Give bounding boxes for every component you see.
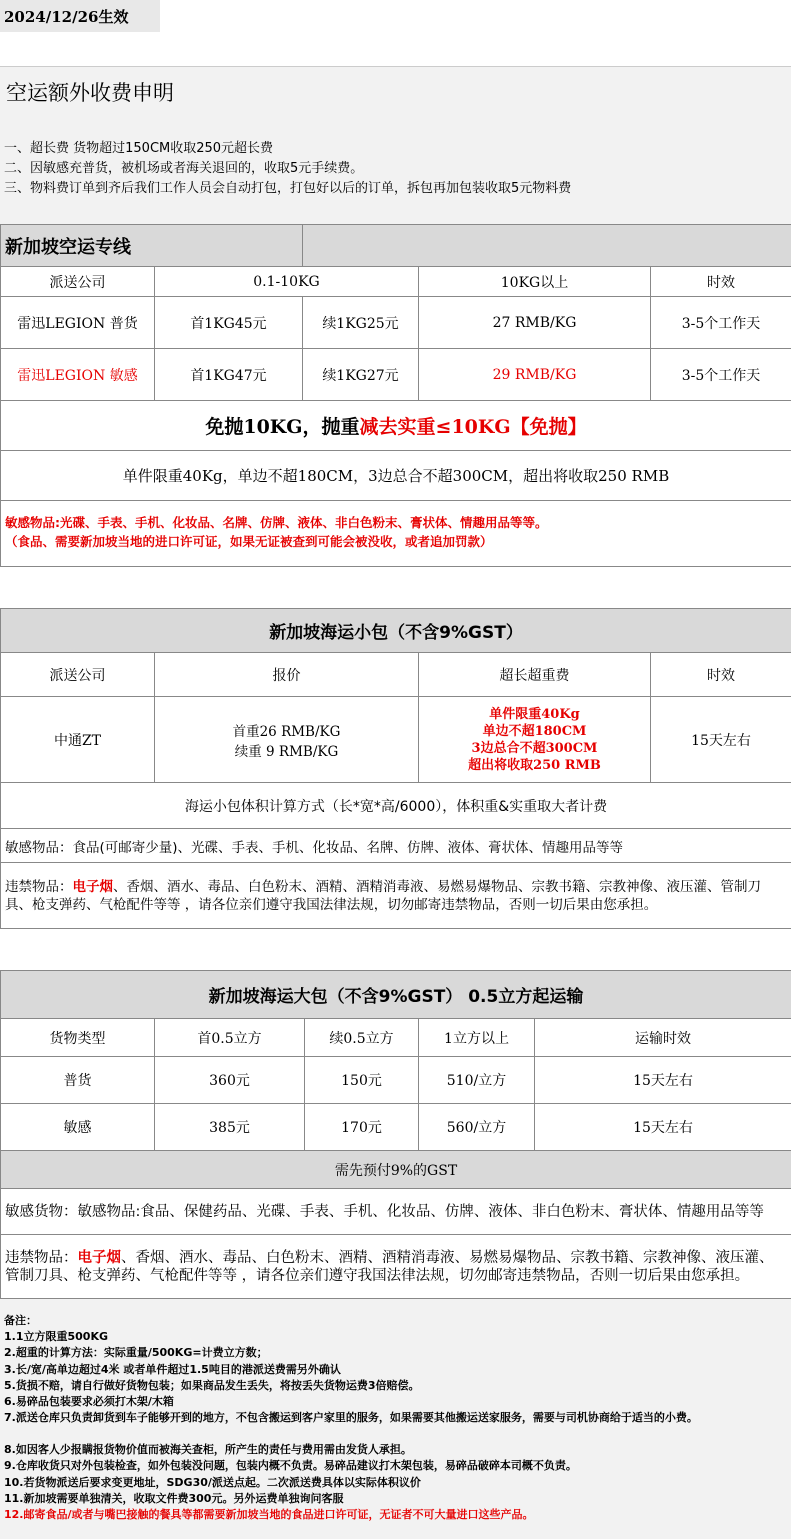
sea-small-overweight: [419, 697, 651, 783]
sea-small-prohibited: [1, 863, 791, 929]
sea-big-header: 续0.5立方: [305, 1019, 419, 1057]
note-item-highlight: 12.邮寄食品/或者与嘴巴接触的餐具等都需要新加坡当地的食品进口许可证，无证者不可大量进口这些产品。: [4, 1508, 534, 1522]
sea-small-header-time: 时效: [651, 653, 791, 697]
sea-big-time: 15天左右: [535, 1057, 791, 1104]
intro-title: 空运额外收费申明: [6, 81, 174, 105]
sea-small-company: 中通ZT: [1, 697, 155, 783]
sea-big-prohibited: [1, 1235, 791, 1299]
sea-small-price-cont: 续重 9 RMB/KG: [234, 743, 339, 760]
sea-big-title: 新加坡海运大包（不含9%GST） 0.5立方起运输: [1, 971, 791, 1019]
note-item: 6.易碎品包装要求必须打木架/木箱: [4, 1395, 174, 1409]
air-header-company: 派送公司: [1, 267, 155, 297]
air-freight-rule: [1, 401, 791, 451]
intro-line: 三、物料费订单到齐后我们工作人员会自动打包，打包好以后的订单，拆包再加包装收取5元物料费: [4, 181, 572, 196]
sea-small-over-line: 单件限重40Kg: [489, 706, 580, 722]
sea-big-type: 敏感: [1, 1104, 155, 1151]
sea-small-price: [155, 697, 419, 783]
note-item: 10.若货物派送后要求变更地址，SDG30/派送点起。二次派送费具体以实际体积议价: [4, 1475, 421, 1489]
air-row-time: 3-5个工作天: [651, 297, 791, 349]
sea-big-first: 385元: [155, 1104, 305, 1151]
sea-big-sensitive: 敏感货物：敏感物品:食品、保健药品、光碟、手表、手机、化妆品、仿牌、液体、非白色粉末、膏状体、情趣用品等等: [1, 1189, 791, 1235]
sea-big-table: [0, 970, 791, 1299]
sea-big-over: 510/立方: [419, 1057, 535, 1104]
sea-small-over-line: 超出将收取250 RMB: [468, 757, 601, 773]
air-freight-table: [0, 224, 791, 567]
sea-small-over-line: 单边不超180CM: [482, 723, 587, 739]
air-freight-rule-highlight: 减去: [359, 416, 398, 438]
sea-big-cont: 170元: [305, 1104, 419, 1151]
air-freight-rule-part: 实重≤10KG【免抛】: [397, 416, 587, 438]
prohibited-text: 、香烟、酒水、毒品、白色粉末、酒精、酒精消毒液、易燃易爆物品、宗教书籍、宗教神像、液压灌、管制刀具、枪支弹药、气枪配件等等 ，请各位亲们遵守我国法律法规，切勿邮寄违禁物品，否则一切后果由您承担。: [5, 1249, 774, 1284]
sea-small-header-price: 报价: [155, 653, 419, 697]
sea-small-volume: 海运小包体积计算方式（长*宽*高/6000），体积重&实重取大者计费: [1, 783, 791, 829]
intro-section: [0, 66, 791, 224]
prohibited-label: 违禁物品：: [5, 878, 73, 895]
sea-big-header: 运输时效: [535, 1019, 791, 1057]
note-item: 5.货损不赔，请自行做好货物包装；如果商品发生丢失，将按丢失货物运费3倍赔偿。: [4, 1378, 420, 1392]
air-limit: 单件限重40Kg，单边不超180CM，3边总合不超300CM，超出将收取250 RMB: [1, 451, 791, 501]
note-item: 3.长/宽/高单边超过4米 或者单件超过1.5吨目的港派送费需另外确认: [4, 1362, 341, 1376]
air-header-over: 10KG以上: [419, 267, 651, 297]
sea-small-time: 15天左右: [651, 697, 791, 783]
prohibited-label: 违禁物品：: [5, 1249, 78, 1266]
prohibited-highlight: 电子烟: [77, 1249, 121, 1266]
air-sensitive: [1, 501, 791, 567]
air-sensitive-line: 敏感物品:光碟、手表、手机、化妆品、名牌、仿牌、液体、非白色粉末、膏状体、情趣用品等等。: [5, 515, 548, 530]
air-row-over: 27 RMB/KG: [419, 297, 651, 349]
prohibited-highlight: 电子烟: [72, 878, 113, 895]
sea-small-price-first: 首重26 RMB/KG: [232, 723, 341, 740]
sea-small-table: [0, 608, 791, 929]
sea-big-header: 首0.5立方: [155, 1019, 305, 1057]
air-title-filler: [303, 225, 791, 267]
air-row-first: 首1KG45元: [155, 297, 303, 349]
sea-big-header: 1立方以上: [419, 1019, 535, 1057]
sea-big-gst: 需先预付9%的GST: [1, 1151, 791, 1189]
intro-line: 二、因敏感充普货，被机场或者海关退回的，收取5元手续费。: [4, 161, 364, 176]
sea-big-type: 普货: [1, 1057, 155, 1104]
note-item: 1.1立方限重500KG: [4, 1330, 109, 1344]
intro-line: 一、超长费 货物超过150CM收取250元超长费: [4, 141, 274, 156]
note-item: 2.超重的计算方法：实际重量/500KG=计费立方数；: [4, 1346, 268, 1360]
air-row-over: 29 RMB/KG: [419, 349, 651, 401]
air-row-company: 雷迅LEGION 普货: [1, 297, 155, 349]
note-item: 7.派送仓库只负责卸货到车子能够开到的地方，不包含搬运到客户家里的服务，如果需要其他搬运送家服务，需要与司机协商给于适当的小费。: [4, 1411, 698, 1425]
air-row-cont: 续1KG25元: [303, 297, 419, 349]
sea-big-over: 560/立方: [419, 1104, 535, 1151]
air-sensitive-line: （食品、需要新加坡当地的进口许可证，如果无证被查到可能会被没收，或者追加罚款）: [5, 534, 493, 549]
sea-small-over-line: 3边总合不超300CM: [471, 740, 598, 756]
air-row-company: 雷迅LEGION 敏感: [1, 349, 155, 401]
sea-small-header-company: 派送公司: [1, 653, 155, 697]
note-item: 9.仓库收货只对外包装检查，如外包装没问题，包装内概不负责。易碎品建议打木架包装，易碎品破碎本司概不负责。: [4, 1459, 577, 1473]
sea-big-first: 360元: [155, 1057, 305, 1104]
air-section-title: 新加坡空运专线: [1, 225, 303, 267]
sea-big-time: 15天左右: [535, 1104, 791, 1151]
sea-small-header-over: 超长超重费: [419, 653, 651, 697]
air-freight-rule-part: 免抛10KG，抛重: [205, 416, 360, 438]
sea-big-header: 货物类型: [1, 1019, 155, 1057]
sea-small-title: 新加坡海运小包（不含9%GST）: [1, 609, 791, 653]
air-row-first: 首1KG47元: [155, 349, 303, 401]
notes-section: [0, 1298, 791, 1539]
air-row-time: 3-5个工作天: [651, 349, 791, 401]
sea-small-sensitive: 敏感物品：食品(可邮寄少量)、光碟、手表、手机、化妆品、名牌、仿牌、液体、膏状体、情趣用品等等: [1, 829, 791, 863]
note-item: 8.如因客人少报瞒报货物价值而被海关查柜，所产生的责任与费用需由发货人承担。: [4, 1443, 412, 1457]
effective-date: 2024/12/26生效: [0, 0, 160, 32]
air-row-cont: 续1KG27元: [303, 349, 419, 401]
note-item: 11.新加坡需要单独清关，收取文件费300元。另外运费单独询问客服: [4, 1491, 344, 1505]
prohibited-text: 、香烟、酒水、毒品、白色粉末、酒精、酒精消毒液、易燃易爆物品、宗教书籍、宗教神像、液压灌、管制刀具、枪支弹药、气枪配件等等 ，请各位亲们遵守我国法律法规，切勿邮寄违禁物品，否则一切后果由您承担。: [5, 878, 761, 913]
notes-title: 备注：: [4, 1314, 37, 1327]
air-header-range: 0.1-10KG: [155, 267, 419, 297]
air-header-time: 时效: [651, 267, 791, 297]
sea-big-cont: 150元: [305, 1057, 419, 1104]
